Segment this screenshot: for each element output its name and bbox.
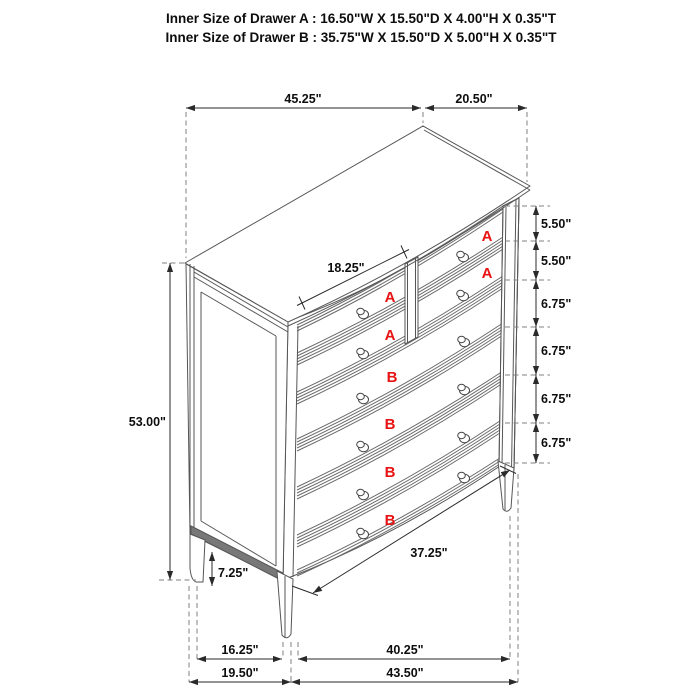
- leg-height-label: 7.25": [218, 566, 249, 580]
- drawer-label-b-2: B: [384, 416, 396, 433]
- drawer-label-b-1: B: [386, 369, 398, 386]
- base-side-inner-label: 16.25": [221, 643, 259, 657]
- height-dimension: [129, 263, 196, 580]
- row-height-label-4: 6.75": [541, 344, 572, 358]
- drawer-label-b-4: B: [384, 512, 396, 529]
- row-height-label-2: 5.50": [541, 254, 572, 268]
- drawer-label-a-2: A: [384, 327, 396, 344]
- row-height-label-1: 5.50": [541, 217, 572, 231]
- drawer-a-width-label: 18.25": [327, 261, 365, 275]
- center-stile: [405, 257, 418, 344]
- title-block: [165, 11, 557, 45]
- base-side-outer-label: 19.50": [221, 666, 259, 680]
- row-height-label-5: 6.75": [541, 392, 572, 406]
- overall-height-label: 53.00": [128, 415, 166, 429]
- drawer-a-spec-text: Inner Size of Drawer A : 16.50"W X 15.50"D X 4.00"H X 0.35"T: [165, 11, 557, 26]
- chest-drawing: [185, 126, 530, 638]
- row-height-label-6: 6.75": [541, 436, 572, 450]
- top-depth-label: 20.50": [455, 92, 493, 106]
- back-left-leg: [190, 534, 205, 582]
- base-front-outer-label: 43.50": [386, 666, 424, 680]
- top-width-label: 45.25": [284, 92, 322, 106]
- drawer-b-width-label: 37.25": [410, 546, 448, 560]
- drawer-b-spec-text: Inner Size of Drawer B : 35.75"W X 15.50"D X 5.00"H X 0.35"T: [165, 30, 557, 45]
- drawer-label-a-4: A: [481, 265, 493, 282]
- drawer-label-b-3: B: [384, 464, 396, 481]
- row-height-label-3: 6.75": [541, 297, 572, 311]
- drawer-label-a-1: A: [384, 289, 396, 306]
- drawer-label-a-3: A: [481, 228, 493, 245]
- base-front-inner-label: 40.25": [386, 643, 424, 657]
